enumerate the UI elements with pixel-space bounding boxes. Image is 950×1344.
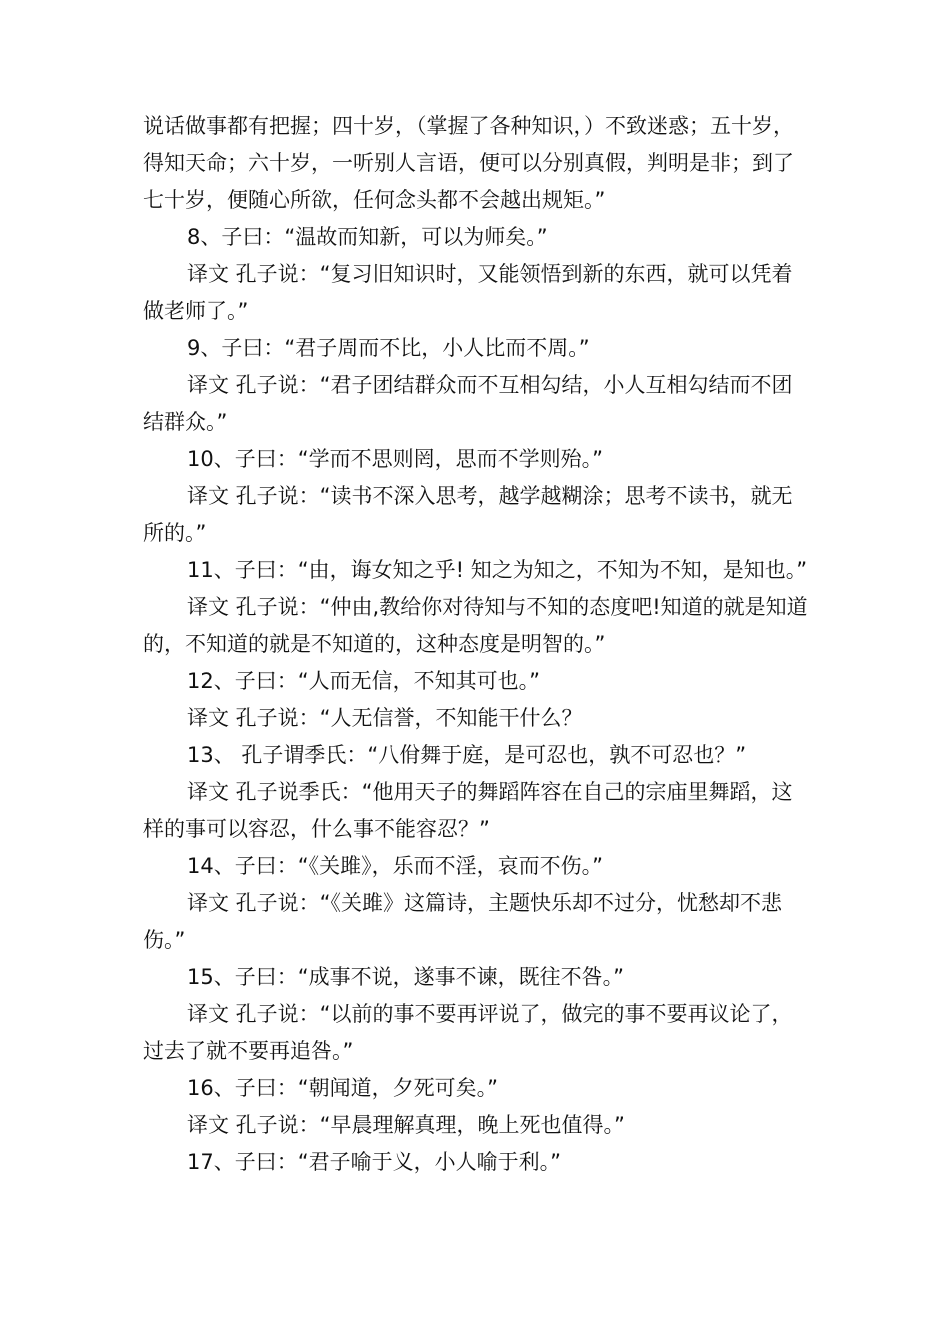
document-body bbox=[143, 108, 813, 1181]
paragraph: 8、子曰：“温故而知新，可以为师矣。” bbox=[187, 225, 548, 249]
paragraph: 译文 孔子说：“复习旧知识时，又能领悟到新的东西，就可以凭着做老师了。” bbox=[143, 262, 793, 323]
paragraph: 14、子曰：“《关雎》，乐而不淫，哀而不伤。” bbox=[187, 854, 603, 878]
paragraph: 9、子曰：“君子周而不比，小人比而不周。” bbox=[187, 336, 590, 360]
paragraph: 15、子曰：“成事不说，遂事不谏，既往不咎。” bbox=[187, 965, 624, 989]
paragraph: 13、 孔子谓季氏：“八佾舞于庭，是可忍也，孰不可忍也？” bbox=[187, 743, 747, 767]
paragraph: 译文 孔子说：“以前的事不要再评说了，做完的事不要再议论了，过去了就不要再追咎。” bbox=[143, 1002, 793, 1063]
paragraph: 译文 孔子说：“仲由,教给你对待知与不知的态度吧!知道的就是知道的，不知道的就是不知道的，这种态度是明智的。” bbox=[143, 595, 808, 656]
paragraph: 译文 孔子说：“《关雎》这篇诗，主题快乐却不过分，忧愁却不悲伤。” bbox=[143, 891, 783, 952]
paragraph: 16、子曰：“朝闻道，夕死可矣。” bbox=[187, 1076, 498, 1100]
paragraph: 10、子曰：“学而不思则罔，思而不学则殆。” bbox=[187, 447, 603, 471]
paragraph: 12、子曰：“人而无信，不知其可也。” bbox=[187, 669, 540, 693]
paragraph: 说话做事都有把握；四十岁，（掌握了各种知识，）不致迷惑；五十岁，得知天命；六十岁，一听别人言语，便可以分别真假，判明是非；到了七十岁，便随心所欲，任何念头都不会越出规矩。” bbox=[143, 114, 794, 212]
paragraph: 译文 孔子说：“人无信誉，不知能干什么？ bbox=[187, 706, 583, 730]
paragraph: 译文 孔子说：“读书不深入思考，越学越糊涂；思考不读书，就无所的。” bbox=[143, 484, 793, 545]
paragraph: 11、子曰：“由，诲女知之乎! 知之为知之，不知为不知，是知也。” bbox=[187, 558, 808, 582]
paragraph: 译文 孔子说：“君子团结群众而不互相勾结，小人互相勾结而不团结群众。” bbox=[143, 373, 793, 434]
paragraph: 译文 孔子说：“早晨理解真理，晚上死也值得。” bbox=[187, 1113, 625, 1137]
paragraph: 17、子曰：“君子喻于义，小人喻于利。” bbox=[187, 1150, 561, 1174]
paragraph: 译文 孔子说季氏：“他用天子的舞蹈阵容在自己的宗庙里舞蹈，这样的事可以容忍，什么事不能容忍？” bbox=[143, 780, 793, 841]
